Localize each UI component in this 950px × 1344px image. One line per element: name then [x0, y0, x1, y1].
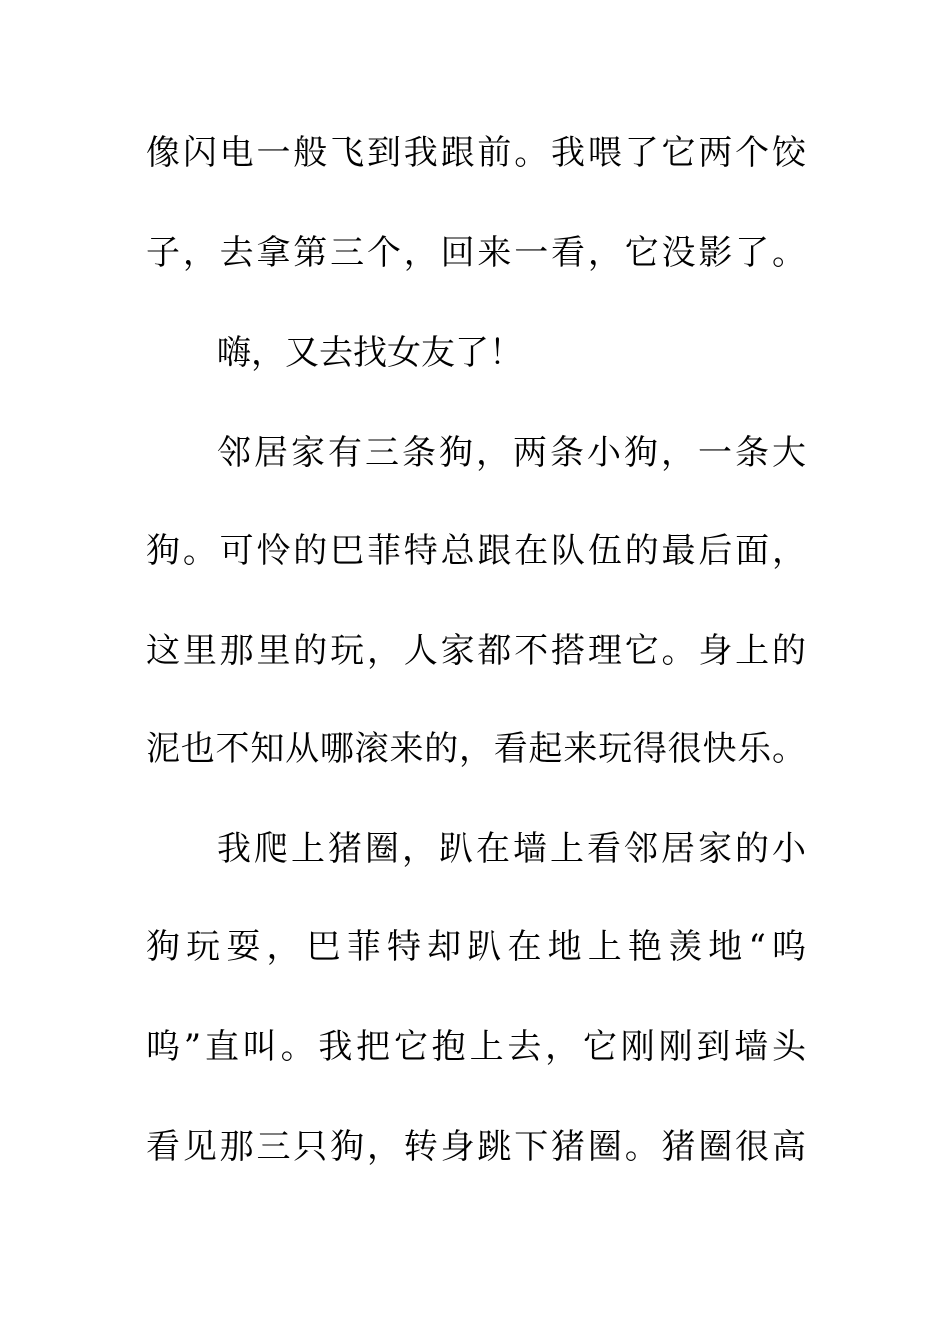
text-line-1: 像闪电一般飞到我跟前。我喂了它两个饺	[146, 133, 806, 173]
text-line-9: 狗玩耍，巴菲特却趴在地上艳羡地“呜	[146, 927, 806, 967]
text-line-5: 狗。可怜的巴菲特总跟在队伍的最后面，	[146, 531, 806, 571]
text-line-8: 我爬上猪圈，趴在墙上看邻居家的小	[217, 829, 806, 869]
text-line-3: 嗨，又去找女友了！	[217, 333, 523, 373]
text-line-10: 呜”直叫。我把它抱上去，它刚刚到墙头	[146, 1027, 806, 1067]
text-line-11: 看见那三只狗，转身跳下猪圈。猪圈很高	[146, 1127, 806, 1167]
text-line-7: 泥也不知从哪滚来的，看起来玩得很快乐。	[146, 729, 806, 769]
text-line-6: 这里那里的玩，人家都不搭理它。身上的	[146, 631, 806, 671]
text-line-2: 子，去拿第三个，回来一看，它没影了。	[146, 233, 806, 273]
text-line-4: 邻居家有三条狗，两条小狗，一条大	[217, 433, 806, 473]
